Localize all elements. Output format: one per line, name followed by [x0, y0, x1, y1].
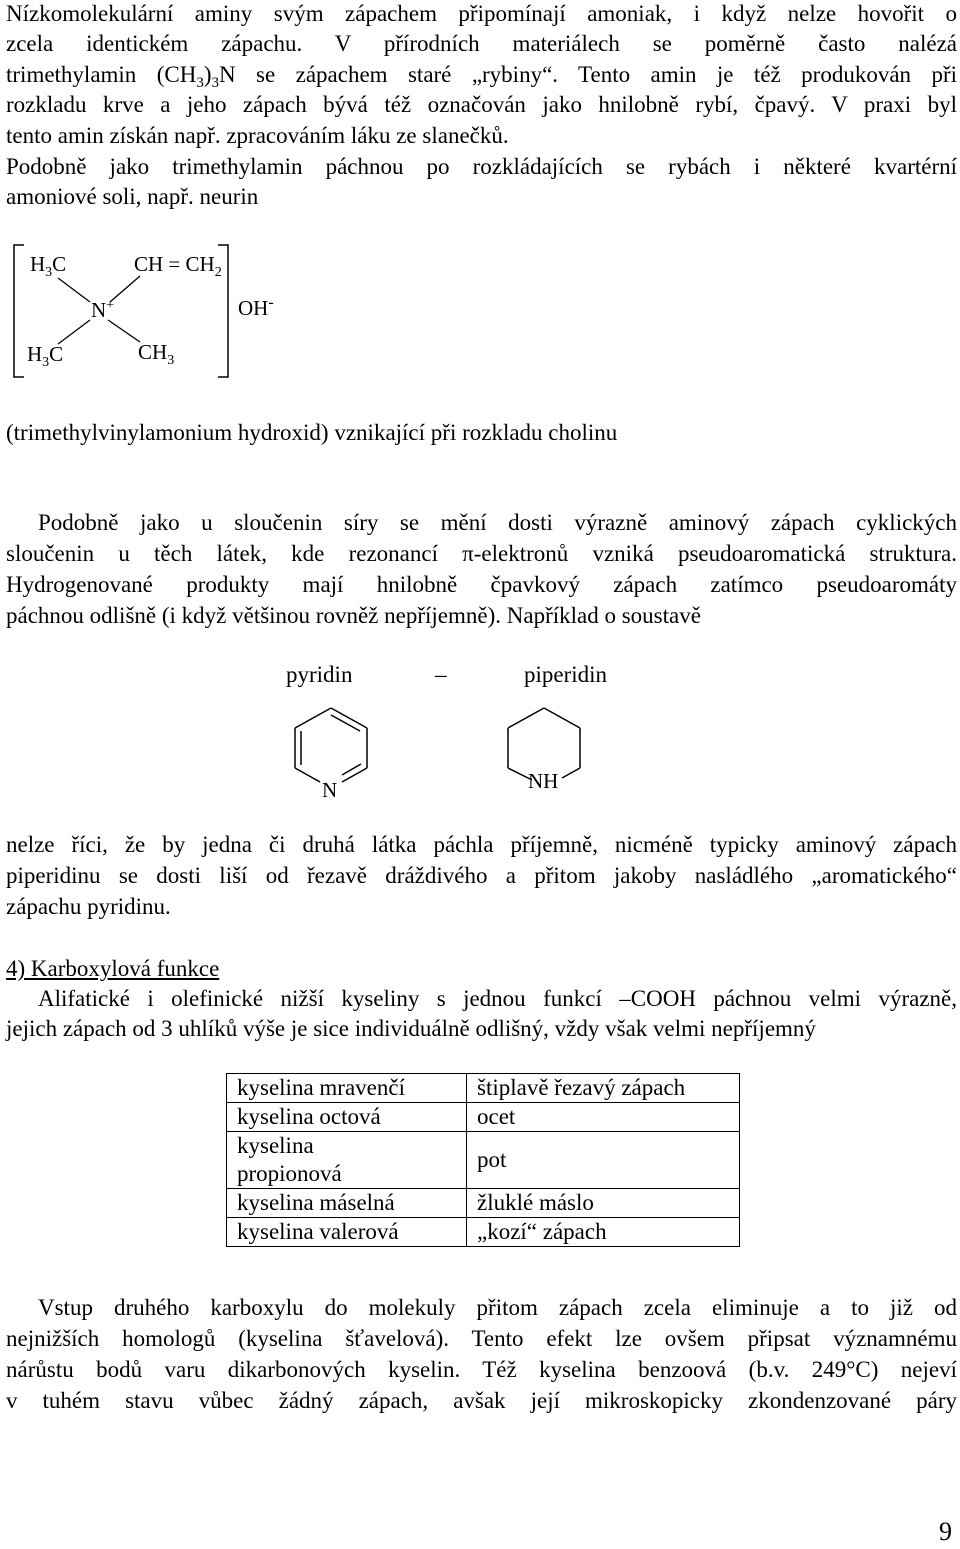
- neurin-structure: [0, 240, 300, 380]
- table-row: [227, 1189, 740, 1218]
- bond: [295, 768, 320, 782]
- para2-line4: páchnou odlišně (i když většinou rovněž nepříjemně). Například o soustavě: [6, 603, 701, 628]
- acid-cell-line: propionová: [237, 1161, 342, 1186]
- page-number: 9: [939, 1517, 952, 1546]
- para1-line3: [6, 61, 957, 92]
- acid-cell: kyselina mravenčí: [227, 1074, 467, 1103]
- text: N se zápachem staré „rybiny“. Tento amin je též produkován při: [219, 62, 957, 87]
- table-row: [227, 1132, 740, 1189]
- acid-cell: [227, 1132, 467, 1189]
- odor-cell: „kozí“ zápach: [467, 1218, 740, 1247]
- bond: [295, 708, 331, 728]
- para3-line3: zápachu pyridinu.: [6, 894, 171, 919]
- piperidine-ring: [496, 700, 606, 800]
- para4-line2: nejnižších homologů (kyselina šťavelová). Tento efekt lze ovšem připsat významnému: [6, 1326, 957, 1351]
- para1-line6: Podobně jako trimethylamin páchnou po rozkládajících se rybách i některé kvartérní: [6, 154, 957, 179]
- para4-line4: v tuhém stavu vůbec žádný zápach, avšak její mikroskopicky zkondenzované páry: [6, 1388, 957, 1413]
- methyl-right: $CH_3$: [138, 340, 175, 368]
- para4-line1: Vstup druhého karboxylu do molekuly přitom zápach zcela eliminuje a to již od: [38, 1295, 957, 1320]
- ring-nitrogen: N: [322, 778, 338, 800]
- section-line1: Alifatické i olefinické nižší kyseliny s jednou funkcí –COOH páchnou velmi výrazně,: [38, 986, 957, 1011]
- acid-odor-table: [226, 1073, 740, 1247]
- bond: [58, 320, 90, 344]
- para3-line2: piperidinu se dosti liší od řezavě dráždivého a přitom jakoby nasládlého „aromatického“: [6, 863, 957, 888]
- para1-line2: zcela identickém zápachu. V přírodních materiálech se poměrně často nalézá: [6, 31, 957, 56]
- odor-cell: ocet: [467, 1103, 740, 1132]
- hydroxide-ion: OH-: [238, 294, 274, 320]
- quaternary-nitrogen: N+: [91, 298, 115, 322]
- methyl-top: $H_3C$: [30, 252, 67, 280]
- bond: [544, 708, 580, 728]
- section-line2: jejich zápach od 3 uhlíků výše je sice individuálně odlišný, vždy však velmi nepříjemný: [6, 1016, 816, 1041]
- para1-line5: tento amin získán např. zpracováním láku ze slanečků.: [6, 123, 509, 148]
- text: trimethylamin (CH: [6, 62, 197, 87]
- table-row: [227, 1103, 740, 1132]
- table-row: [227, 1074, 740, 1103]
- text: ): [203, 62, 212, 87]
- subscript: 3: [211, 75, 220, 91]
- para2-line2: sloučenin u těch látek, kde rezonancí π-elektronů vzniká pseudoaromatická struktura.: [6, 541, 957, 566]
- piperidin-label: piperidin: [524, 662, 608, 687]
- bond: [508, 708, 544, 728]
- section-heading: [6, 955, 957, 983]
- acid-cell-line: kyselina: [237, 1133, 314, 1158]
- pyridin-label: pyridin: [286, 662, 353, 687]
- acid-cell: kyselina octová: [227, 1103, 467, 1132]
- bond: [110, 276, 140, 302]
- para1-line1: Nízkomolekulární aminy svým zápachem připomínají amoniak, i když nelze hovořit o: [6, 1, 957, 26]
- bond: [108, 320, 140, 342]
- left-bracket: [14, 245, 24, 377]
- acid-cell: kyselina valerová: [227, 1218, 467, 1247]
- methyl-bottom: $H_3C$: [27, 342, 64, 370]
- table-row: [227, 1218, 740, 1247]
- para3-line1: nelze říci, že by jedna či druhá látka páchla příjemně, nicméně typicky aminový zápach: [6, 832, 957, 857]
- pyridine-ring: [280, 700, 380, 800]
- odor-cell: pot: [467, 1132, 740, 1189]
- double-bond: [331, 715, 360, 731]
- ring-nh: NH: [528, 769, 559, 793]
- acid-cell: kyselina máselná: [227, 1189, 467, 1218]
- para1-line7: amoniové soli, např. neurin: [6, 184, 259, 209]
- para4-line3: nárůstu bodů varu dikarbonových kyselin. Též kyselina benzoová (b.v. 249°C) nejeví: [6, 1357, 957, 1382]
- para2-line1: Podobně jako u sloučenin síry se mění dosti výrazně aminový zápach cyklických: [38, 510, 957, 535]
- odor-cell: žluklé máslo: [467, 1189, 740, 1218]
- para2-line3: Hydrogenované produkty mají hnilobně čpavkový zápach zatímco pseudoaromáty: [6, 572, 957, 597]
- bond: [342, 768, 367, 782]
- bond: [58, 278, 90, 302]
- vinyl-group: CH = $CH_2$: [134, 252, 222, 280]
- neurin-caption: (trimethylvinylamonium hydroxid) vznikající při rozkladu cholinu: [6, 420, 618, 445]
- dash-separator: –: [435, 662, 447, 687]
- subscript: 3: [196, 75, 204, 91]
- para1-line4: rozkladu krve a jeho zápach bývá též označován jako hnilobně rybí, čpavý. V praxi byl: [6, 92, 957, 117]
- heading-text: 4) Karboxylová funkce: [6, 956, 220, 981]
- bond: [562, 768, 580, 778]
- odor-cell: štiplavě řezavý zápach: [467, 1074, 740, 1103]
